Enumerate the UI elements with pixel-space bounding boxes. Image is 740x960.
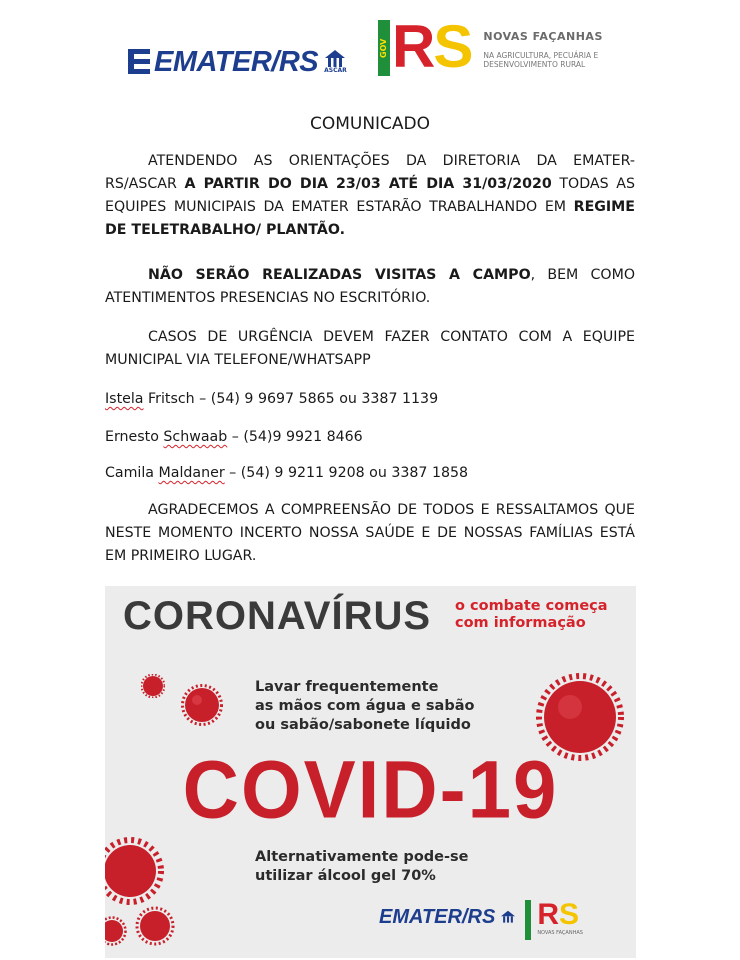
banner-logos [379, 900, 583, 940]
p1-bold-regime: REGIME DE TELETRABALHO/ PLANTÃO. [105, 199, 635, 238]
rs-subline: NA AGRICULTURA, PECUÁRIA E DESENVOLVIMENTO RURAL [483, 51, 599, 69]
banner-subline [455, 598, 635, 632]
contact-line-1 [105, 389, 438, 409]
paragraph-2 [105, 264, 635, 310]
gov-label: GOV [379, 38, 388, 58]
virus-icon [105, 836, 165, 906]
banner-rs-s: S [558, 898, 579, 931]
contact-3-first: Camila [105, 465, 159, 481]
rs-tagline-block [483, 30, 613, 69]
banner-rs-logo [537, 900, 583, 936]
banner-wash-text [255, 678, 495, 735]
emater-logo [128, 42, 347, 82]
ascar-house-icon [325, 50, 345, 68]
p3-text: CASOS DE URGÊNCIA DEVEM FAZER CONTATO COM A EQUIPE MUNICIPAL VIA TELEFONE/WHATSAPP [105, 329, 635, 368]
rs-tagline: NOVAS FAÇANHAS [483, 30, 603, 43]
contact-2-first: Ernesto [105, 429, 164, 445]
gov-bar [378, 20, 390, 76]
contact-2-phone: – (54)9 9921 8466 [227, 429, 363, 445]
banner-subline-1: o combate começa [455, 598, 608, 614]
banner-emater-logo: EMATER/RS [379, 906, 496, 928]
p1-bold-dates: A PARTIR DO DIA 23/03 ATÉ DIA 31/03/2020 [184, 176, 552, 192]
banner-wash-2: as mãos com água e sabão [255, 698, 475, 714]
p1-text-c: TODAS AS EQUIPES MUNICIPAIS DA EMATER ESTARÃO TRABALHANDO EM [105, 176, 636, 215]
p2-bold: NÃO SERÃO REALIZADAS VISITAS A CAMPO [148, 267, 531, 283]
emater-logo-text: EMATER/RS [154, 45, 319, 78]
rs-logo-letters [392, 13, 472, 80]
contact-3-surname: Maldaner [158, 465, 225, 481]
p1-text-a: ATENDENDO AS ORIENTAÇÕES DA DIRETORIA DA EMATER-RS/ASCAR [105, 153, 635, 192]
contact-line-2 [105, 427, 363, 447]
banner-covid-title: COVID-19 [182, 742, 559, 836]
banner-headline: CORONAVÍRUS [123, 594, 432, 638]
banner-rs-tagline: NOVAS FAÇANHAS [537, 930, 583, 936]
banner-subline-2: com informação [455, 615, 586, 631]
banner-rs-r: R [537, 898, 559, 931]
rs-gov-logo [378, 13, 613, 80]
paragraph-1 [105, 150, 635, 242]
header-logos [0, 13, 740, 88]
paragraph-4 [105, 499, 635, 568]
banner-alt-1: Alternativamente pode-se [255, 849, 469, 865]
banner-wash-1: Lavar frequentemente [255, 679, 439, 695]
covid-banner [105, 586, 636, 958]
ascar-logo [324, 50, 347, 74]
ascar-house-icon [501, 910, 515, 924]
banner-wash-3: ou sabão/sabonete líquido [255, 717, 471, 733]
banner-alt-2: utilizar álcool gel 70% [255, 868, 436, 884]
banner-alt-text [255, 848, 495, 886]
p2-text: , BEM COMO ATENTIMENTOS PRESENCIAS NO ESCRITÓRIO. [105, 267, 635, 306]
virus-icon [141, 674, 165, 698]
contact-1-phone: Fritsch – (54) 9 9697 5865 ou 3387 1139 [143, 391, 439, 407]
ascar-label: ASCAR [324, 67, 347, 74]
virus-icon [105, 916, 127, 946]
rs-logo-r: R [392, 13, 434, 80]
p4-text: AGRADECEMOS A COMPREENSÃO DE TODOS E RESSALTAMOS QUE NESTE MOMENTO INCERTO NOSSA SAÚDE E DE NOSSAS FAMÍLIAS ESTÁ EM PRIMEIRO LUGAR. [105, 502, 635, 564]
contact-1-name: Istela [105, 391, 144, 407]
rs-logo-s: S [433, 13, 472, 80]
banner-gov-bar [525, 900, 531, 940]
contact-line-3 [105, 463, 468, 483]
virus-icon [135, 906, 175, 946]
page-title: COMUNICADO [309, 114, 431, 134]
contact-3-phone: – (54) 9 9211 9208 ou 3387 1858 [224, 465, 469, 481]
virus-icon [181, 684, 223, 726]
paragraph-3 [105, 326, 635, 372]
emater-mark-icon [128, 47, 150, 77]
contact-2-surname: Schwaab [163, 429, 228, 445]
